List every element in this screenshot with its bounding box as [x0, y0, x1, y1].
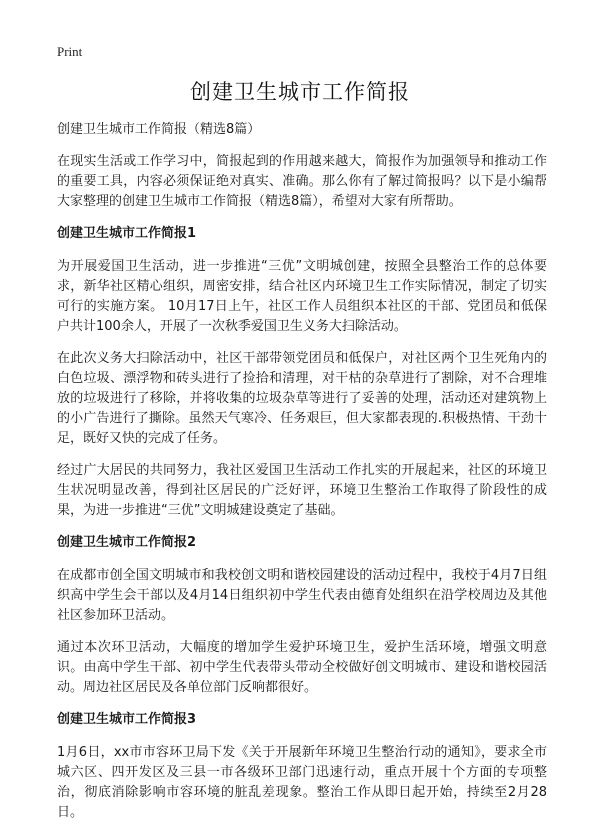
intro-paragraph: 在现实生活或工作学习中，简报起到的作用越来越大，简报作为加强领导和推动工作的重要工具，内容必须保证绝对真实、准确。那么你有了解过简报吗？以下是小编帮大家整理的创建卫生城市工作简报（精选8篇），希望对大家有所帮助。	[57, 154, 547, 209]
section-3-paragraph-1: 1月6日，xx市市容环卫局下发《关于开展新年环境卫生整治行动的通知》，要求全市城六区、四开发区及三县一市各级环卫部门迅速行动，重点开展十个方面的专项整治，彻底消除影响市容环境的脏乱差现象。整治工作从即日起开始，持续至2月28日。	[57, 745, 547, 820]
section-1-paragraph-3: 经过广大居民的共同努力，我社区爱国卫生活动工作扎实的开展起来，社区的环境卫生状况明显改善，得到社区居民的广泛好评，环境卫生整治工作取得了阶段性的成果，为进一步推进“三优”文明城建设奠定了基础。	[57, 463, 547, 518]
section-2-paragraph-2: 通过本次环卫活动，大幅度的增加学生爱护环境卫生，爱护生活环境，增强文明意识。由高中学生干部、初中学生代表带头带动全校做好创文明城市、建设和谐校园活动。周边社区居民及各单位部门反响都很好。	[57, 640, 547, 695]
section-1-paragraph-1: 为开展爱国卫生活动，进一步推进“三优”文明城创建，按照全县整治工作的总体要求，新华社区精心组织，周密安排，结合社区内环境卫生工作实际情况，制定了切实可行的实施方案。 10月17日上午，社区工作人员组织本社区的干部、党团员和低保户共计100余人，开展了一次秋季爱国卫生义务大扫除活动。	[57, 259, 547, 334]
section-1-paragraph-2: 在此次义务大扫除活动中，社区干部带领党团员和低保户，对社区两个卫生死角内的白色垃圾、漂浮物和砖头进行了捡拾和清理，对干枯的杂草进行了割除，对不合理堆放的垃圾进行了移除，并将收集的垃圾杂草等进行了妥善的处理，活动还对建筑物上的小广告进行了撕除。虽然天气寒冷、任务艰巨，但大家都表现的.积极热情、干劲十足，既好又快的完成了任务。	[57, 351, 547, 446]
article-body	[57, 120, 547, 835]
section-2-paragraph-1: 在成都市创全国文明城市和我校创文明和谐校园建设的活动过程中，我校于4月7日组织高中学生会干部以及4月14日组织初中学生代表由德育处组织在沿学校周边及其他社区参加环卫活动。	[57, 568, 547, 623]
section-1-heading: 创建卫生城市工作简报1	[57, 226, 197, 241]
section-2-heading: 创建卫生城市工作简报2	[57, 535, 197, 550]
page-title: 创建卫生城市工作简报	[190, 80, 410, 104]
section-3-heading: 创建卫生城市工作简报3	[57, 712, 197, 727]
article-subtitle: 创建卫生城市工作简报（精选8篇）	[57, 122, 261, 137]
print-link[interactable]: Print	[57, 44, 83, 59]
